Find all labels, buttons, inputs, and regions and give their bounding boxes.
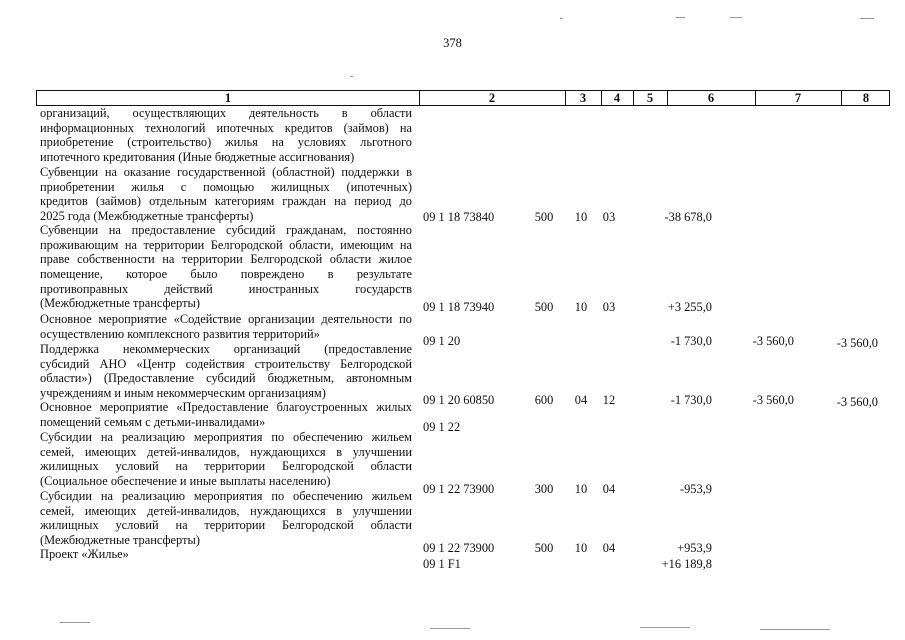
description-line: жилищных условий на территории Белгородской области: [40, 518, 412, 533]
description-line: приобретении жилья с помощью жилищных (ипотечных): [40, 179, 412, 194]
description-line: помещений семьям с детьми-инвалидами»: [40, 414, 266, 429]
description-line: области») (Предоставление субсидий бюджетным, автономным: [40, 371, 412, 386]
col-header-4: 4: [613, 91, 621, 105]
description-line: семей, имеющих детей-инвалидов, нуждающихся в улучшении: [40, 503, 412, 518]
target-article-code: 09 1 22: [423, 420, 461, 434]
description-line: жилищных условий на территории Белгородской области: [40, 459, 412, 474]
description-line: ипотечного кредитования (Иные бюджетные ассигнования): [40, 150, 355, 165]
description-line: Основное мероприятие «Предоставление благоустроенных жилых: [40, 400, 412, 414]
amount-year-2: -3 560,0: [752, 334, 794, 348]
description-line: Субсидии на реализацию мероприятия по обеспечению жильем: [40, 430, 412, 444]
subsection-code: 12: [602, 393, 616, 407]
description-line: (Межбюджетные трансферты): [40, 296, 200, 311]
expense-type-code: 500: [534, 541, 554, 555]
description-line: проживающим на территории Белгородской области, имеющим на: [40, 237, 412, 252]
description-line: Субвенции на оказание государственной (областной) поддержки в: [40, 165, 412, 179]
subsection-code: 04: [602, 541, 616, 555]
expense-type-code: 500: [534, 210, 554, 224]
amount-year-1: -953,9: [679, 482, 712, 496]
subsection-code: 03: [602, 210, 616, 224]
description-line: субсидий АНО «Центр содействия строительству Белгородской: [40, 356, 412, 371]
section-code: 10: [574, 300, 588, 314]
description-line: 2025 года (Межбюджетные трансферты): [40, 209, 254, 224]
subsection-code: 03: [602, 300, 616, 314]
amount-year-3: -3 560,0: [836, 336, 878, 350]
expense-type-code: 600: [534, 393, 554, 407]
target-article-code: 09 1 22 73900: [423, 482, 495, 496]
description-line: (Социальное обеспечение и иные выплаты населению): [40, 474, 331, 489]
description-line: Поддержка некоммерческих организаций (предоставление: [40, 342, 412, 356]
col-header-3: 3: [579, 91, 587, 105]
description-line: организаций, осуществляющих деятельность в области: [40, 106, 412, 120]
col-header-6: 6: [707, 91, 715, 105]
section-code: 10: [574, 210, 588, 224]
amount-year-1: +3 255,0: [667, 300, 712, 314]
description-line: кредитов (займов) отдельным категориям граждан на период до: [40, 194, 412, 209]
description-line: приобретение (строительство) жилья на условиях льготного: [40, 135, 412, 150]
description-line: учреждениям и иным некоммерческим организациям): [40, 386, 326, 401]
expense-type-code: 300: [534, 482, 554, 496]
amount-year-2: -3 560,0: [752, 393, 794, 407]
col-header-2: 2: [488, 91, 496, 105]
row-description: [40, 165, 412, 224]
description-line: информационных технологий ипотечных кредитов (займов) на: [40, 120, 412, 135]
description-line: Субвенции на предоставление субсидий гражданам, постоянно: [40, 223, 412, 237]
col-header-8: 8: [862, 91, 870, 105]
col-header-7: 7: [794, 91, 802, 105]
row-description: [40, 342, 412, 401]
table-header: [36, 90, 890, 106]
amount-year-1: +16 189,8: [661, 557, 712, 571]
target-article-code: 09 1 22 73900: [423, 541, 495, 555]
description-line: Основное мероприятие «Содействие организации деятельности по: [40, 312, 412, 326]
description-line: Субсидии на реализацию мероприятия по обеспечению жильем: [40, 489, 412, 503]
amount-year-1: +953,9: [677, 541, 712, 555]
section-code: 10: [574, 541, 588, 555]
section-code: 10: [574, 482, 588, 496]
row-description: [40, 223, 412, 311]
description-line: праве собственности на территории Белгородской области жилое: [40, 252, 412, 267]
amount-year-3: -3 560,0: [836, 395, 878, 409]
description-line: противоправных действий иностранных государств: [40, 281, 412, 296]
description-line: помещение, которое было повреждено в результате: [40, 267, 412, 282]
description-line: Проект «Жилье»: [40, 547, 129, 561]
subsection-code: 04: [602, 482, 616, 496]
target-article-code: 09 1 18 73940: [423, 300, 495, 314]
section-code: 04: [574, 393, 588, 407]
row-description: [40, 430, 412, 489]
row-description: [40, 547, 412, 562]
expense-type-code: 500: [534, 300, 554, 314]
row-description: [40, 489, 412, 548]
row-description: [40, 312, 412, 341]
col-header-5: 5: [646, 91, 654, 105]
col-header-1: 1: [224, 91, 232, 105]
description-line: (Межбюджетные трансферты): [40, 533, 200, 548]
target-article-code: 09 1 20: [423, 334, 461, 348]
target-article-code: 09 1 20 60850: [423, 393, 495, 407]
amount-year-1: -38 678,0: [664, 210, 712, 224]
description-line: семей, имеющих детей-инвалидов, нуждающихся в улучшении: [40, 444, 412, 459]
amount-year-1: -1 730,0: [670, 393, 712, 407]
row-description: [40, 106, 412, 165]
amount-year-1: -1 730,0: [670, 334, 712, 348]
row-description: [40, 400, 412, 429]
page-number: 378: [443, 36, 462, 50]
target-article-code: 09 1 18 73840: [423, 210, 495, 224]
target-article-code: 09 1 F1: [423, 557, 461, 571]
description-line: осуществлению комплексного развития территорий»: [40, 326, 320, 341]
